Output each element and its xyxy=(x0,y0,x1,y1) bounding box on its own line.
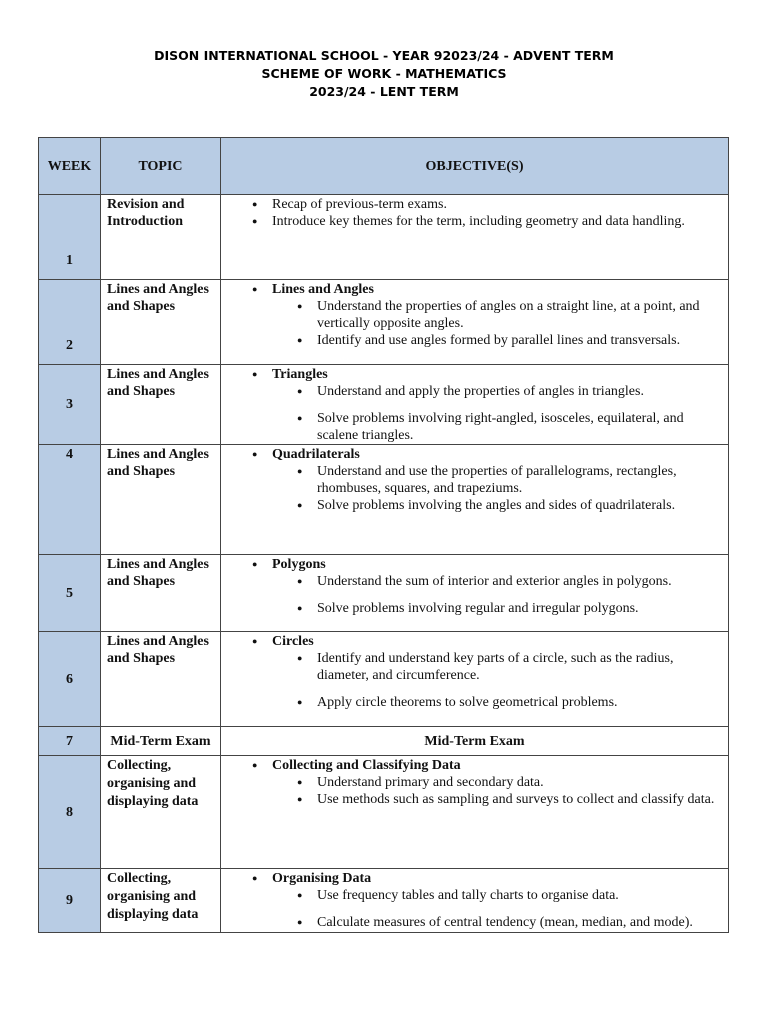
table-row xyxy=(39,756,729,869)
objective-item: ● Understand and use the properties of parallelograms, rectangles, rhombuses, squares, and trapeziums. xyxy=(221,463,718,497)
objective-item: ● Identify and use angles formed by parallel lines and transversals. xyxy=(221,332,718,349)
objective-item: ● Solve problems involving right-angled, isosceles, equilateral, and scalene triangles. xyxy=(221,410,718,444)
week-number: 4 xyxy=(39,445,101,555)
objective-item: ● Apply circle theorems to solve geometrical problems. xyxy=(221,694,718,711)
school-title: DISON INTERNATIONAL SCHOOL - YEAR 92023/24 - ADVENT TERM xyxy=(154,48,614,63)
column-header-topic: TOPIC xyxy=(101,138,221,195)
objective-item: ● Use methods such as sampling and surveys to collect and classify data. xyxy=(221,791,718,808)
term-title: 2023/24 - LENT TERM xyxy=(309,84,459,99)
week-number: 3 xyxy=(39,365,101,445)
week-number: 5 xyxy=(39,555,101,632)
scheme-title: SCHEME OF WORK - MATHEMATICS xyxy=(261,66,507,81)
table-row xyxy=(39,632,729,727)
objective-item: ● Understand and apply the properties of angles in triangles. xyxy=(221,383,718,400)
topic-cell: Mid-Term Exam xyxy=(101,727,221,756)
objectives-cell xyxy=(221,280,729,365)
table-row xyxy=(39,365,729,445)
objective-item: ● Calculate measures of central tendency (mean, median, and mode). xyxy=(221,914,718,931)
objective-heading: ● Triangles xyxy=(221,366,718,383)
objective-heading: ● Polygons xyxy=(221,556,718,573)
objectives-cell xyxy=(221,756,729,869)
objective-heading: ● Lines and Angles xyxy=(221,281,718,298)
week-number: 2 xyxy=(39,280,101,365)
objective-item: ● Recap of previous-term exams. xyxy=(221,196,718,213)
objectives-cell xyxy=(221,869,729,933)
objective-heading: ● Circles xyxy=(221,633,718,650)
objectives-cell xyxy=(221,632,729,727)
table-header-row xyxy=(39,138,729,195)
topic-cell: Lines and Angles and Shapes xyxy=(101,280,221,365)
topic-cell: Lines and Angles and Shapes xyxy=(101,445,221,555)
table-row xyxy=(39,555,729,632)
topic-cell: Lines and Angles and Shapes xyxy=(101,632,221,727)
topic-cell: Collecting, organising and displaying data xyxy=(101,756,221,869)
table-row xyxy=(39,280,729,365)
week-number: 1 xyxy=(39,195,101,280)
objective-heading: ● Quadrilaterals xyxy=(221,446,718,463)
document-header xyxy=(0,47,768,101)
topic-cell: Lines and Angles and Shapes xyxy=(101,365,221,445)
scheme-of-work-table xyxy=(38,137,729,933)
objective-item: ● Use frequency tables and tally charts to organise data. xyxy=(221,887,718,904)
week-number: 9 xyxy=(39,869,101,933)
week-number: 6 xyxy=(39,632,101,727)
objectives-cell xyxy=(221,195,729,280)
table-row xyxy=(39,727,729,756)
week-number: 7 xyxy=(39,727,101,756)
topic-cell: Collecting, organising and displaying data xyxy=(101,869,221,933)
objective-heading: ● Organising Data xyxy=(221,870,718,887)
objectives-cell xyxy=(221,445,729,555)
objectives-cell: Mid-Term Exam xyxy=(221,727,729,756)
objective-item: ● Understand primary and secondary data. xyxy=(221,774,718,791)
objective-item: ● Solve problems involving regular and irregular polygons. xyxy=(221,600,718,617)
table-row xyxy=(39,195,729,280)
table-row xyxy=(39,445,729,555)
objective-item: ● Introduce key themes for the term, including geometry and data handling. xyxy=(221,213,718,230)
objective-heading: ● Collecting and Classifying Data xyxy=(221,757,718,774)
topic-cell: Lines and Angles and Shapes xyxy=(101,555,221,632)
table-row xyxy=(39,869,729,933)
topic-cell: Revision and Introduction xyxy=(101,195,221,280)
objectives-cell xyxy=(221,555,729,632)
objectives-cell xyxy=(221,365,729,445)
objective-item: ● Identify and understand key parts of a circle, such as the radius, diameter, and circumference. xyxy=(221,650,718,684)
week-number: 8 xyxy=(39,756,101,869)
column-header-week: WEEK xyxy=(39,138,101,195)
objective-item: ● Understand the properties of angles on a straight line, at a point, and vertically opposite angles. xyxy=(221,298,718,332)
objective-item: ● Solve problems involving the angles and sides of quadrilaterals. xyxy=(221,497,718,514)
column-header-objectives: OBJECTIVE(S) xyxy=(221,138,729,195)
objective-item: ● Understand the sum of interior and exterior angles in polygons. xyxy=(221,573,718,590)
